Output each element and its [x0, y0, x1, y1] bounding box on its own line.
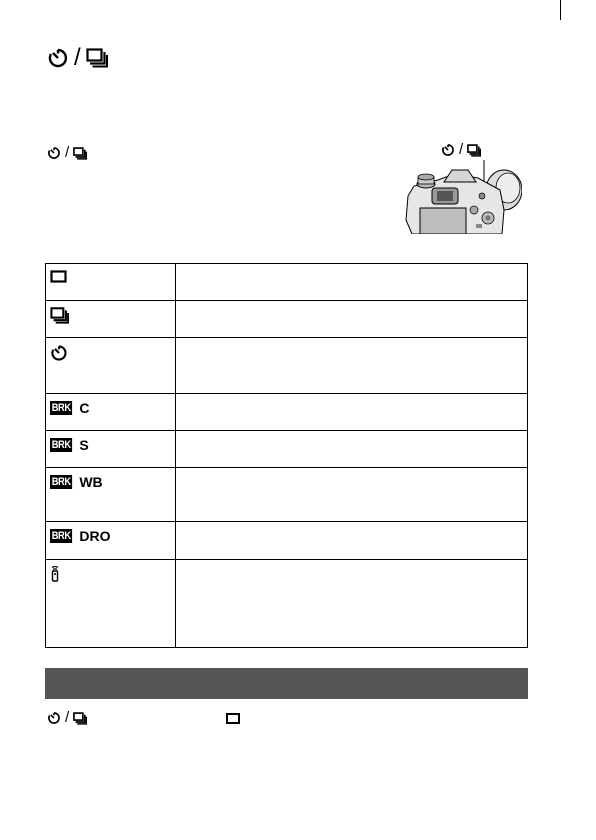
drive-mode-heading-icons	[47, 44, 108, 71]
table-row-white-balance-bracket	[46, 468, 528, 522]
table-row-bracket-continuous	[46, 394, 528, 431]
mode-description-cell	[176, 522, 528, 560]
continuous-shooting-icon	[50, 307, 69, 324]
mode-icon-cell	[46, 264, 176, 301]
camera-illustration	[404, 160, 522, 234]
continuous-shooting-icon	[73, 147, 87, 160]
mode-description-cell	[176, 338, 528, 394]
table-row-bracket-single	[46, 431, 528, 468]
self-timer-icon	[50, 344, 68, 362]
separator-slash: /	[459, 141, 464, 158]
mode-icon-cell	[46, 301, 176, 338]
page-corner-line	[560, 0, 561, 20]
drive-button-label-icons	[47, 146, 87, 160]
continuous-shooting-icon	[73, 712, 87, 725]
mode-icon-cell	[46, 468, 176, 522]
mode-icon-cell	[46, 431, 176, 468]
self-timer-icon	[47, 146, 61, 160]
single-shooting-icon	[226, 713, 240, 724]
table-row-remote-commander	[46, 560, 528, 648]
brk-suffix: WB	[79, 474, 103, 490]
continuous-shooting-icon	[467, 144, 481, 157]
mode-description-cell	[176, 431, 528, 468]
table-row-self-timer	[46, 338, 528, 394]
table-row-single-shooting	[46, 264, 528, 301]
brk-suffix: C	[79, 400, 90, 416]
mode-description-cell	[176, 560, 528, 648]
continuous-shooting-icon	[86, 48, 108, 68]
brk-suffix: DRO	[79, 528, 111, 544]
self-timer-icon	[441, 143, 455, 157]
single-shooting-icon	[50, 270, 67, 283]
mode-icon-cell	[46, 394, 176, 431]
separator-slash: /	[65, 709, 70, 726]
brk-badge: BRK	[51, 402, 71, 414]
separator-slash: /	[74, 44, 81, 71]
brk-badge: BRK	[51, 476, 71, 488]
camera-button-label-icons	[441, 143, 481, 157]
mode-icon-cell	[46, 560, 176, 648]
self-timer-icon	[47, 47, 69, 69]
brk-badge: BRK	[51, 439, 71, 451]
mode-description-cell	[176, 301, 528, 338]
brk-suffix: S	[79, 437, 89, 453]
drive-button-label-icons	[47, 711, 87, 725]
remote-commander-icon	[50, 566, 60, 582]
bottom-text-icons	[47, 711, 240, 725]
table-row-dro-bracket	[46, 522, 528, 560]
mode-icon-cell	[46, 522, 176, 560]
table-row-continuous-shooting	[46, 301, 528, 338]
separator-slash: /	[65, 144, 70, 161]
self-timer-icon	[47, 711, 61, 725]
drive-mode-table	[45, 263, 528, 648]
mode-description-cell	[176, 264, 528, 301]
mode-description-cell	[176, 394, 528, 431]
section-heading-bar	[45, 668, 528, 699]
brk-badge: BRK	[51, 530, 71, 542]
mode-description-cell	[176, 468, 528, 522]
mode-icon-cell	[46, 338, 176, 394]
